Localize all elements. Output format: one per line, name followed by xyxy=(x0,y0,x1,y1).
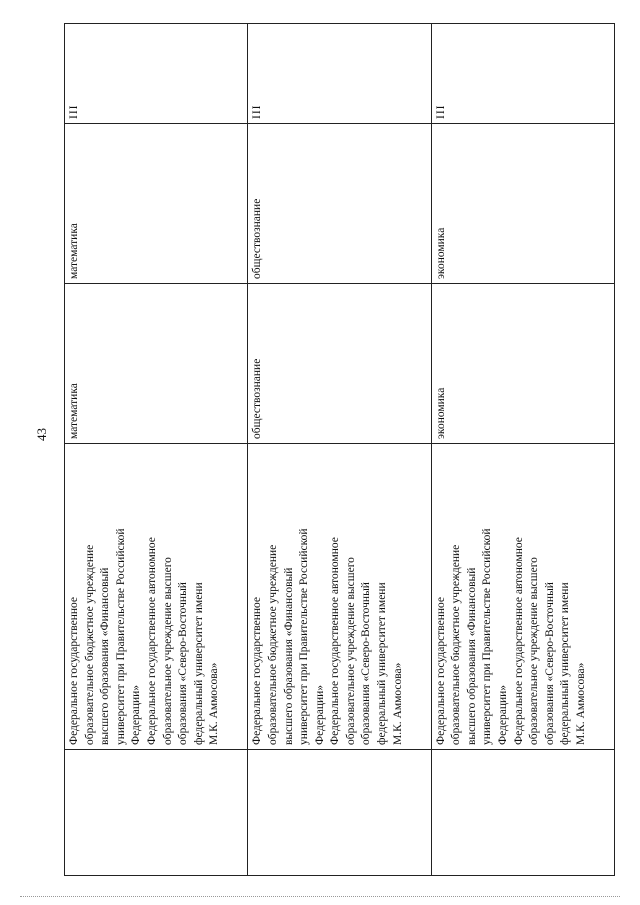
page-number: 43 xyxy=(34,428,49,441)
empty-cell xyxy=(248,750,431,876)
empty-cell xyxy=(431,750,614,876)
organizer-cell: Федеральное государственное образовательное бюджетное учреждение высшего образования «Финансовый университет при Правительстве Российской Федерации» Федеральное государственное автономное образовательное учреждение высшего образования «Северо-Восточный федеральный университет имени М.К. Аммосова» xyxy=(248,444,431,750)
olympiad-table xyxy=(64,23,615,876)
profile-cell: экономика xyxy=(431,124,614,284)
subject-cell: математика xyxy=(65,284,248,444)
subject-cell: экономика xyxy=(431,284,614,444)
level-cell: III xyxy=(431,24,614,124)
organizer-cell: Федеральное государственное образовательное бюджетное учреждение высшего образования «Финансовый университет при Правительстве Российской Федерации» Федеральное государственное автономное образовательное учреждение высшего образования «Северо-Восточный федеральный университет имени М.К. Аммосова» xyxy=(65,444,248,750)
profile-cell: обществознание xyxy=(248,124,431,284)
table-row xyxy=(248,24,431,876)
level-cell: III xyxy=(248,24,431,124)
rotated-table-container xyxy=(64,24,615,876)
table-row xyxy=(431,24,614,876)
empty-cell xyxy=(65,750,248,876)
table-row xyxy=(65,24,248,876)
subject-cell: обществознание xyxy=(248,284,431,444)
organizer-cell: Федеральное государственное образовательное бюджетное учреждение высшего образования «Финансовый университет при Правительстве Российской Федерации» Федеральное государственное автономное образовательное учреждение высшего образования «Северо-Восточный федеральный университет имени М.К. Аммосова» xyxy=(431,444,614,750)
profile-cell: математика xyxy=(65,124,248,284)
level-cell: III xyxy=(65,24,248,124)
scan-edge-rule xyxy=(20,896,620,897)
